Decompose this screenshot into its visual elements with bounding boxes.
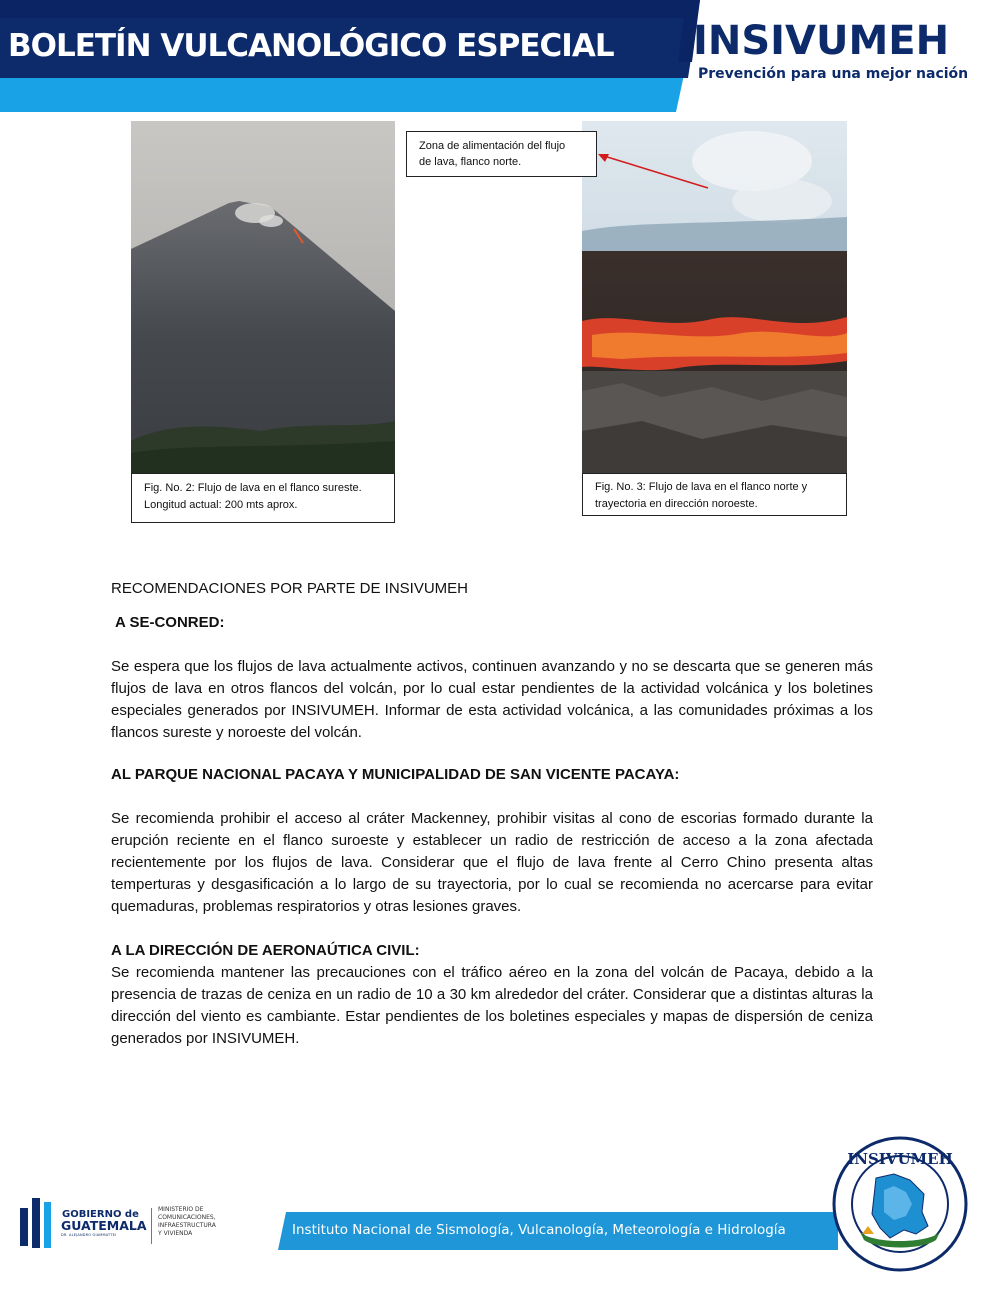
seal-text: INSIVUMEH (847, 1150, 953, 1168)
insivumeh-seal-icon (832, 1134, 968, 1274)
figure-3-caption-line2: trayectoria en dirección noroeste. (595, 498, 758, 510)
brand-name: INSIVUMEH (693, 18, 950, 64)
footer-divider (151, 1208, 152, 1244)
guatemala-label: GUATEMALA (61, 1218, 147, 1233)
parque-heading: AL PARQUE NACIONAL PACAYA Y MUNICIPALIDAD DE SAN VICENTE PACAYA: (111, 766, 680, 783)
ministry-label (158, 1206, 248, 1238)
ministry-line2: COMUNICACIONES, (158, 1214, 216, 1221)
president-label: DR. ALEJANDRO GIAMMATTEI (61, 1233, 117, 1237)
ministry-line3: INFRAESTRUCTURA (158, 1222, 216, 1229)
figure-3-caption-line1: Fig. No. 3: Flujo de lava en el flanco norte y (595, 481, 808, 493)
recommendations-heading: RECOMENDACIONES POR PARTE DE INSIVUMEH (111, 580, 468, 597)
gobierno-logo-bars (20, 1196, 52, 1250)
institute-name: Instituto Nacional de Sismología, Vulcanología, Meteorología e Hidrología (292, 1222, 786, 1238)
conred-text: Se espera que los flujos de lava actualmente activos, continuen avanzando y no se descarta que se generen más flujos de lava en otros flancos del volcán, por lo cual estar pendientes de la actividad volcánica y los boletines especiales generados por INSIVUMEH. Informar de esta actividad volcánica, a las comunidades próximas a los flancos sureste y noroeste del volcán. (111, 658, 873, 741)
aeronautica-heading: A LA DIRECCIÓN DE AERONAÚTICA CIVIL: (111, 942, 420, 959)
figure-3-caption (582, 473, 847, 516)
gobierno-label: GOBIERNO de (62, 1209, 139, 1220)
annotation-arrow (596, 148, 712, 192)
volcano-photo (131, 121, 395, 473)
figure-2-caption-line2: Longitud actual: 200 mts aprox. (144, 499, 298, 511)
aeronautica-text: Se recomienda mantener las precauciones con el tráfico aéreo en la zona del volcán de Pacaya, debido a la presencia de trazas de ceniza en un radio de 10 a 30 km alrededor del cráter. Considerar que a distintas alturas la dirección del viento es cambiante. Estar pendientes de los boletines especiales y mapas de dispersión de ceniza generados por INSIVUMEH. (111, 964, 873, 1047)
figure-2-caption-line1: Fig. No. 2: Flujo de lava en el flanco sureste. (144, 482, 362, 494)
parque-text: Se recomienda prohibir el acceso al cráter Mackenney, prohibir visitas al cono de escorias formado durante la erupción reciente en el flanco suroeste y establecer un radio de restricción de acceso a la zona afectada recientemente por los flujos de lava. Considerar que el flujo de lava frente al Cerro Chino presenta altas temperturas y desgasificación a lo largo de su trayectoria, por lo cual se recomienda no acercarse para evitar quemaduras, problemas respiratorios y otras lesiones graves. (111, 810, 873, 915)
brand-tagline: Prevención para una mejor nación (698, 66, 969, 82)
annotation-line2: de lava, flanco norte. (419, 156, 522, 168)
figure-2-caption (131, 473, 395, 523)
conred-heading: A SE-CONRED: (115, 614, 225, 631)
feed-zone-annotation (406, 131, 597, 177)
bulletin-title: BOLETÍN VULCANOLÓGICO ESPECIAL (8, 28, 614, 64)
ministry-line4: Y VIVIENDA (158, 1230, 193, 1237)
annotation-line1: Zona de alimentación del flujo (419, 140, 566, 152)
ministry-line1: MINISTERIO DE (158, 1206, 204, 1213)
